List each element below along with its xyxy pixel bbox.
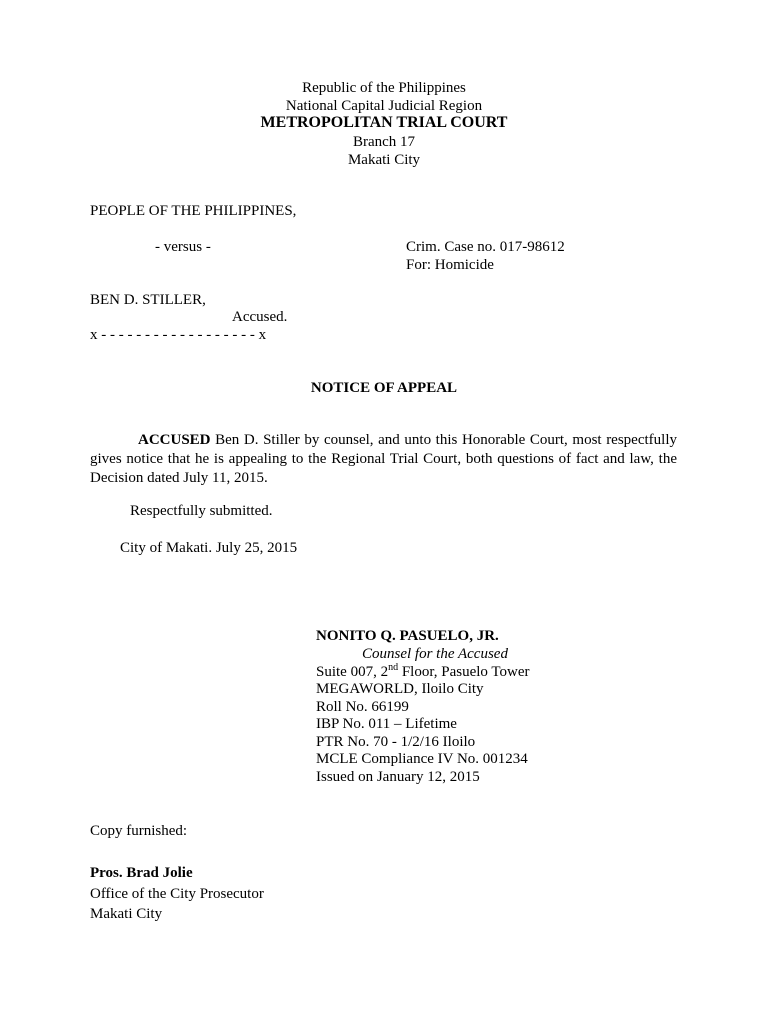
- respectfully-submitted: Respectfully submitted.: [130, 503, 273, 519]
- body-lead: ACCUSED: [138, 432, 211, 448]
- body-paragraph: [90, 431, 677, 488]
- document-title: NOTICE OF APPEAL: [310, 380, 458, 396]
- address-ordinal: nd: [388, 662, 399, 673]
- recipient-name: Pros. Brad Jolie: [90, 865, 193, 881]
- counsel-ptr: PTR No. 70 - 1/2/16 Iloilo: [316, 734, 476, 750]
- case-charge: For: Homicide: [406, 257, 494, 273]
- case-number: Crim. Case no. 017-98612: [406, 239, 565, 255]
- accused-name: BEN D. STILLER,: [90, 292, 206, 308]
- counsel-ibp: IBP No. 011 – Lifetime: [316, 716, 457, 732]
- counsel-address-city: MEGAWORLD, Iloilo City: [316, 681, 484, 697]
- counsel-role: Counsel for the Accused: [362, 646, 508, 662]
- court-branch: Branch 17: [352, 134, 416, 150]
- body-text: Ben D. Stiller by counsel, and unto this Honorable Court, most respectfully gives notice that he is appealing to the Regional Trial Court, both questions of fact and law, the Decision dated July 11, 2015.: [90, 432, 677, 486]
- caption-separator: x - - - - - - - - - - - - - - - - - - x: [90, 327, 267, 343]
- address-part: Floor, Pasuelo Tower: [398, 664, 530, 680]
- court-city: Makati City: [347, 152, 421, 168]
- counsel-mcle: MCLE Compliance IV No. 001234: [316, 751, 528, 767]
- counsel-issued: Issued on January 12, 2015: [316, 769, 480, 785]
- recipient-city: Makati City: [90, 906, 163, 922]
- copy-furnished-label: Copy furnished:: [90, 823, 188, 839]
- court-name: METROPOLITAN TRIAL COURT: [260, 114, 508, 131]
- counsel-name: NONITO Q. PASUELO, JR.: [316, 628, 499, 644]
- recipient-office: Office of the City Prosecutor: [90, 886, 264, 902]
- place-date: City of Makati. July 25, 2015: [120, 540, 298, 556]
- versus-label: - versus -: [155, 239, 211, 255]
- header-region: National Capital Judicial Region: [285, 98, 483, 114]
- counsel-address: [316, 663, 530, 681]
- address-part: Suite 007, 2: [316, 664, 389, 680]
- plaintiff: PEOPLE OF THE PHILIPPINES,: [90, 203, 297, 219]
- accused-label: Accused.: [232, 309, 288, 325]
- header-republic: Republic of the Philippines: [302, 80, 466, 96]
- counsel-roll: Roll No. 66199: [316, 699, 409, 715]
